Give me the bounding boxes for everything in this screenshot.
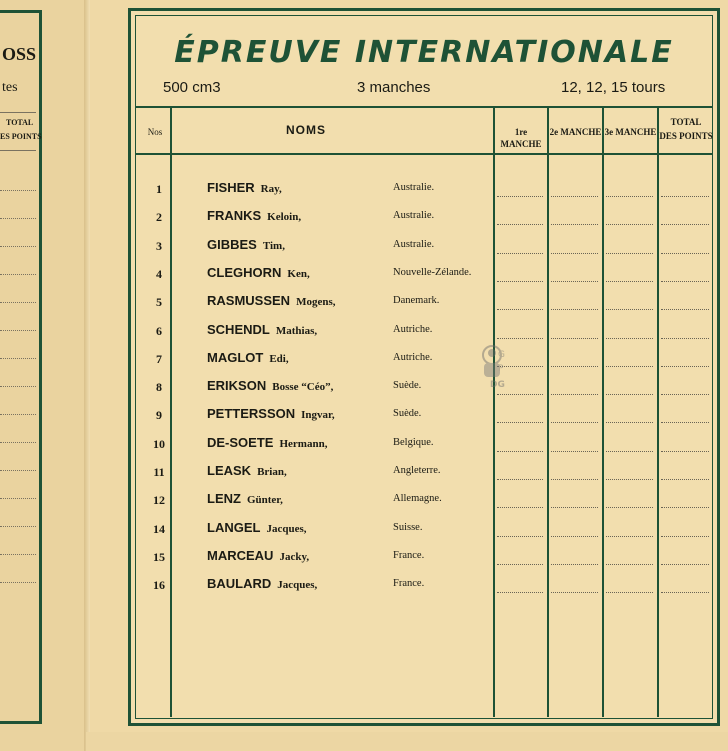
- left-page-fragment: [0, 0, 86, 751]
- score-blank: [497, 196, 543, 197]
- rider-last-name: PETTERSSON: [207, 406, 296, 422]
- score-blank: [606, 564, 653, 565]
- score-blank: [661, 592, 709, 593]
- rider-name: [207, 520, 306, 535]
- score-blank: [551, 479, 598, 480]
- score-blank: [606, 338, 653, 339]
- score-blank: [551, 224, 598, 225]
- score-blank: [497, 451, 543, 452]
- rider-number: 9: [156, 408, 162, 423]
- score-blank: [661, 224, 709, 225]
- rider-name: [207, 208, 301, 223]
- rider-first-name: Mogens,: [296, 296, 336, 309]
- header-top-rule: [135, 106, 713, 108]
- rider-last-name: LEASK: [207, 463, 252, 478]
- score-blank: [606, 536, 653, 537]
- score-blank: [551, 592, 598, 593]
- rider-country: Nouvelle-Zélande.: [393, 266, 472, 278]
- left-rule: [0, 526, 36, 527]
- engine-class: 500 cm3: [163, 79, 221, 96]
- score-blank: [497, 592, 543, 593]
- score-blank: [661, 564, 709, 565]
- rider-number: 14: [153, 521, 165, 536]
- rider-number: 3: [156, 238, 162, 253]
- rider-row: [131, 374, 717, 402]
- rider-first-name: Bosse “Céo”,: [272, 381, 334, 394]
- rider-country: Belgique.: [393, 436, 434, 448]
- rider-last-name: FRANKS: [207, 208, 262, 224]
- rider-first-name: Tim,: [262, 239, 285, 252]
- rider-row: [131, 261, 717, 289]
- col-header-total: TOTAL: [670, 117, 702, 127]
- rider-name: [207, 237, 285, 252]
- score-blank: [661, 281, 709, 282]
- rider-country: Suède.: [393, 408, 422, 420]
- rider-row: [131, 459, 717, 487]
- rider-first-name: Jacques,: [266, 522, 307, 535]
- rider-number: 12: [153, 493, 165, 508]
- left-rule: [0, 274, 36, 275]
- header-bottom-rule: [135, 153, 713, 155]
- rider-name: [207, 491, 283, 506]
- rider-number: 5: [156, 295, 162, 310]
- rider-first-name: Edi,: [269, 352, 289, 365]
- rider-row: [131, 176, 717, 204]
- rider-last-name: SCHENDL: [207, 321, 270, 337]
- score-blank: [661, 309, 709, 310]
- rider-name: [207, 548, 309, 563]
- rider-number: 15: [153, 549, 165, 564]
- laps-count: 12, 12, 15 tours: [561, 79, 666, 96]
- rider-name: [207, 265, 310, 280]
- score-blank: [661, 196, 709, 197]
- page-fold: [84, 0, 90, 751]
- rider-name: [207, 322, 317, 337]
- score-blank: [661, 366, 709, 367]
- score-blank: [606, 479, 653, 480]
- left-header-points: ES POINTS: [0, 132, 42, 141]
- score-blank: [661, 394, 709, 395]
- collector-stamp-icon: [480, 341, 514, 391]
- score-blank: [551, 366, 598, 367]
- page-title: ÉPREUVE INTERNATIONALE: [174, 35, 674, 70]
- rider-row: [131, 204, 717, 232]
- rider-first-name: Ray,: [260, 183, 282, 195]
- rider-row: [131, 402, 717, 430]
- col-header-names: NOMS: [286, 123, 326, 137]
- score-blank: [661, 536, 709, 537]
- score-blank: [551, 507, 598, 508]
- rider-row: [131, 233, 717, 261]
- score-blank: [497, 224, 543, 225]
- score-blank: [661, 479, 709, 480]
- left-rule: [0, 150, 36, 151]
- rider-country: Allemagne.: [393, 493, 442, 505]
- rider-first-name: Ken,: [287, 267, 310, 280]
- score-blank: [551, 564, 598, 565]
- rider-number: 2: [156, 210, 162, 225]
- rider-first-name: Brian,: [257, 466, 287, 478]
- col-header-heat1: 1re MANCHE: [500, 127, 542, 149]
- rider-last-name: FISHER: [207, 180, 255, 195]
- rider-row: [131, 487, 717, 515]
- score-blank: [606, 224, 653, 225]
- rider-first-name: Jacques,: [277, 579, 318, 592]
- left-rule: [0, 112, 36, 113]
- rider-country: Suisse.: [393, 521, 423, 533]
- rider-row: [131, 431, 717, 459]
- score-blank: [661, 422, 709, 423]
- score-blank: [497, 479, 543, 480]
- score-blank: [606, 309, 653, 310]
- left-rule: [0, 190, 36, 191]
- rider-last-name: BAULARD: [207, 576, 272, 592]
- left-fragment-title: OSS: [2, 44, 37, 64]
- heats-count: 3 manches: [357, 79, 431, 96]
- score-blank: [551, 196, 598, 197]
- rider-last-name: ERIKSON: [207, 378, 267, 394]
- rider-country: Suède.: [393, 380, 422, 392]
- score-blank: [661, 253, 709, 254]
- score-blank: [497, 253, 543, 254]
- left-rule: [0, 442, 36, 443]
- score-blank: [606, 451, 653, 452]
- score-blank: [606, 394, 653, 395]
- rider-country: France.: [393, 549, 425, 561]
- score-blank: [551, 394, 598, 395]
- score-blank: [661, 451, 709, 452]
- rider-row: [131, 572, 717, 600]
- rider-name: [207, 293, 336, 308]
- rider-first-name: Keloin,: [267, 211, 302, 224]
- score-blank: [551, 338, 598, 339]
- left-rule: [0, 246, 36, 247]
- left-header-total: TOTAL: [6, 118, 34, 127]
- page-bottom-edge: [86, 732, 728, 751]
- left-rule: [0, 330, 36, 331]
- rider-number: 11: [153, 465, 165, 479]
- rider-number: 1: [156, 182, 162, 196]
- col-header-heat2: 2e MANCHE: [549, 127, 602, 137]
- rider-first-name: Hermann,: [279, 437, 328, 450]
- left-rule: [0, 302, 36, 303]
- col-header-points: DES POINTS: [659, 131, 713, 141]
- score-blank: [551, 309, 598, 310]
- rider-last-name: MAGLOT: [207, 349, 264, 365]
- score-blank: [497, 536, 543, 537]
- score-blank: [606, 507, 653, 508]
- rider-number: 4: [156, 266, 162, 281]
- rider-name: [207, 378, 333, 393]
- left-rule: [0, 218, 36, 219]
- score-blank: [551, 422, 598, 423]
- left-fragment-sub: tes: [2, 80, 18, 95]
- score-blank: [497, 281, 543, 282]
- rider-last-name: DE-SOETE: [207, 434, 274, 450]
- rider-country: Australie.: [393, 182, 435, 193]
- rider-number: 6: [156, 323, 162, 338]
- col-header-number: Nos: [147, 127, 163, 137]
- left-rule: [0, 554, 36, 555]
- score-blank: [606, 196, 653, 197]
- score-blank: [497, 338, 543, 339]
- score-blank: [497, 564, 543, 565]
- score-blank: [551, 536, 598, 537]
- rider-name: [207, 576, 317, 591]
- score-blank: [606, 366, 653, 367]
- left-rule: [0, 498, 36, 499]
- rider-first-name: Jacky,: [279, 550, 310, 563]
- rider-country: Autriche.: [393, 351, 433, 363]
- score-blank: [551, 281, 598, 282]
- svg-text:G: G: [498, 350, 505, 360]
- rider-last-name: GIBBES: [207, 236, 257, 252]
- rider-country: Australie.: [393, 238, 435, 250]
- left-rule: [0, 358, 36, 359]
- rider-first-name: Mathias,: [275, 324, 318, 337]
- left-rule: [0, 582, 36, 583]
- rider-number: 7: [156, 351, 162, 366]
- rider-last-name: CLEGHORN: [207, 264, 282, 280]
- score-blank: [497, 309, 543, 310]
- rider-name: [207, 350, 289, 365]
- rider-last-name: LENZ: [207, 491, 241, 507]
- rider-row: [131, 318, 717, 346]
- score-blank: [606, 592, 653, 593]
- rider-country: Danemark.: [393, 295, 440, 307]
- left-rule: [0, 470, 36, 471]
- rider-row: [131, 289, 717, 317]
- rider-last-name: RASMUSSEN: [207, 293, 291, 309]
- rider-number: 10: [153, 436, 165, 451]
- score-blank: [606, 281, 653, 282]
- results-sheet: [128, 8, 720, 726]
- rider-name: [207, 435, 327, 450]
- score-blank: [606, 253, 653, 254]
- rider-number: 16: [153, 578, 165, 593]
- svg-text:P: P: [498, 364, 504, 374]
- score-blank: [551, 451, 598, 452]
- rider-name: [207, 406, 335, 421]
- rider-first-name: Günter,: [246, 494, 283, 507]
- rider-last-name: MARCEAU: [207, 547, 274, 563]
- rider-number: 8: [156, 380, 162, 395]
- rider-row: [131, 346, 717, 374]
- score-blank: [551, 253, 598, 254]
- score-blank: [497, 422, 543, 423]
- rider-country: Autriche.: [393, 323, 433, 335]
- rider-name: [207, 180, 282, 195]
- left-rule: [0, 414, 36, 415]
- col-header-heat3: 3e MANCHE: [604, 127, 657, 137]
- rider-name: [207, 463, 287, 478]
- score-blank: [606, 422, 653, 423]
- left-rule: [0, 386, 36, 387]
- rider-first-name: Ingvar,: [301, 409, 335, 422]
- rider-row: [131, 516, 717, 544]
- rider-country: Angleterre.: [393, 465, 441, 476]
- rider-country: Australie.: [393, 210, 435, 222]
- rider-row: [131, 544, 717, 572]
- score-blank: [497, 394, 543, 395]
- rider-country: France.: [393, 578, 425, 590]
- score-blank: [661, 507, 709, 508]
- score-blank: [497, 507, 543, 508]
- rider-last-name: LANGEL: [207, 519, 261, 535]
- score-blank: [661, 338, 709, 339]
- svg-text:DG: DG: [490, 380, 505, 390]
